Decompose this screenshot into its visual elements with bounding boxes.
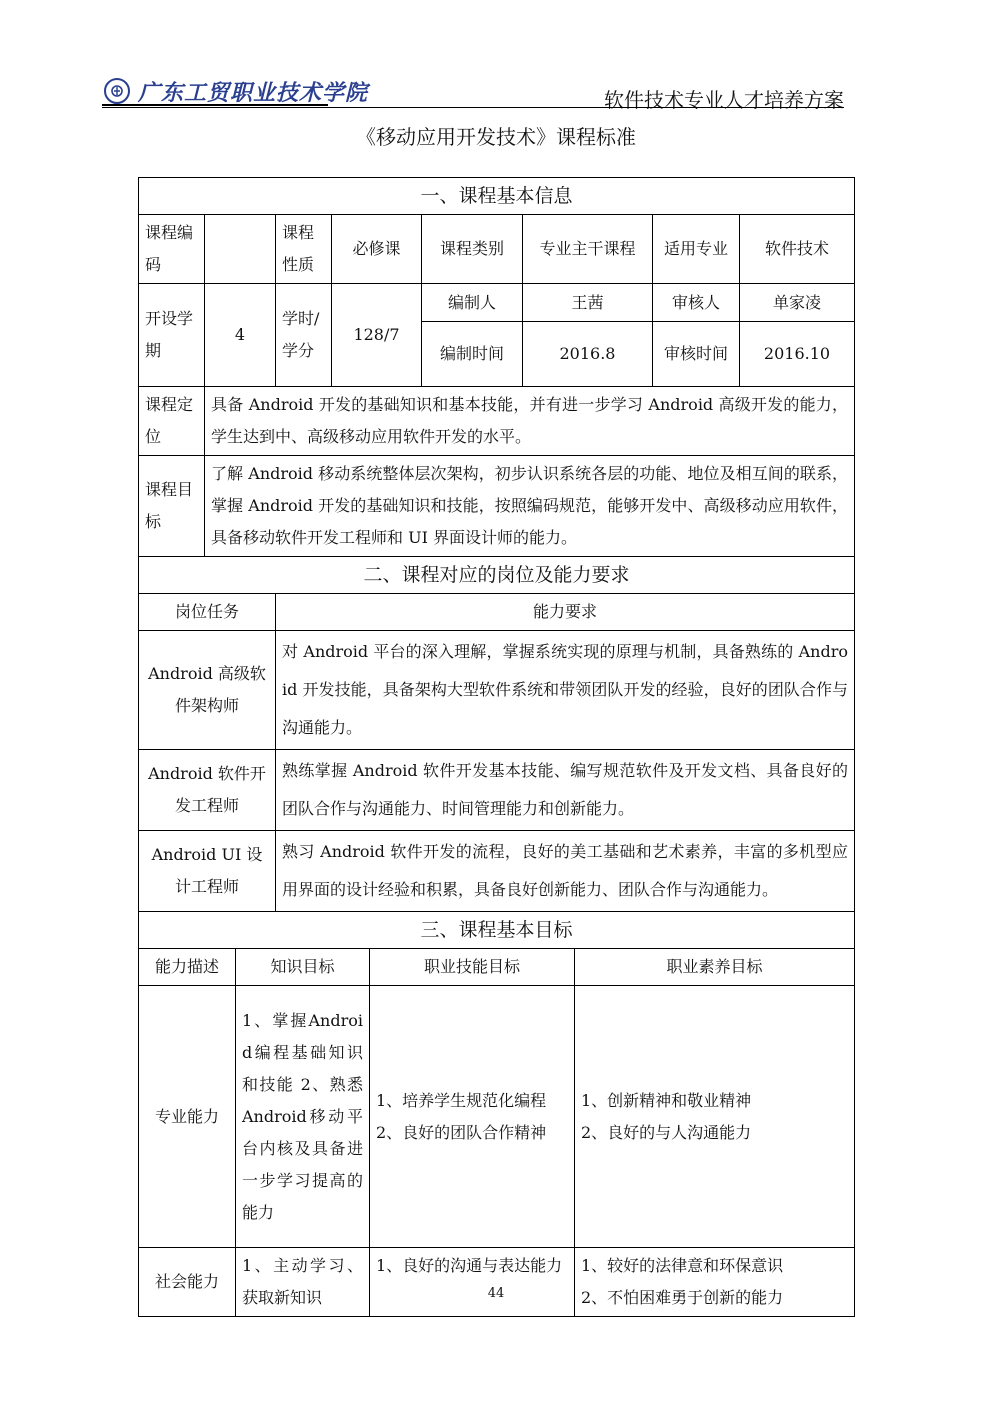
task-column-header: 岗位任务	[139, 594, 276, 631]
quality-goal	[575, 1248, 855, 1317]
quality-goal-item: 1、创新精神和敬业精神	[581, 1090, 752, 1110]
job-task: Android 软件开发工程师	[139, 750, 276, 831]
code-label: 课程编码	[139, 215, 205, 284]
nature-value: 必修课	[332, 215, 422, 284]
school-logo	[104, 74, 368, 108]
goal-row	[139, 456, 855, 557]
quality-column-header: 职业素养目标	[575, 949, 855, 986]
review-date-value: 2016.10	[740, 322, 855, 387]
requirement-column-header: 能力要求	[276, 594, 855, 631]
code-value	[205, 215, 276, 284]
skill-column-header: 职业技能目标	[370, 949, 575, 986]
position-row	[139, 387, 855, 456]
knowledge-column-header: 知识目标	[236, 949, 370, 986]
section2-column-header-row	[139, 594, 855, 631]
quality-goal-item: 1、较好的法律意和环保意识	[581, 1256, 784, 1275]
author-value: 王茜	[523, 284, 653, 322]
hours-value: 128/7	[332, 284, 422, 387]
term-value: 4	[205, 284, 276, 387]
table-row	[139, 1248, 855, 1317]
quality-goal-item: 2、不怕困难勇于创新的能力	[581, 1288, 784, 1307]
term-label: 开设学期	[139, 284, 205, 387]
date-label: 编制时间	[422, 322, 523, 387]
table-row	[139, 631, 855, 750]
skill-goal-item: 2、良好的团队合作精神	[376, 1122, 547, 1142]
table-row	[139, 831, 855, 912]
quality-goal-item: 2、良好的与人沟通能力	[581, 1122, 752, 1142]
nature-label: 课程性质	[276, 215, 332, 284]
hours-label: 学时/学分	[276, 284, 332, 387]
job-requirement: 对 Android 平台的深入理解，掌握系统实现的原理与机制，具备熟练的 Android 开发技能，具备架构大型软件系统和带领团队开发的经验，良好的团队合作与沟通能力。	[276, 631, 855, 750]
section1-header-row	[139, 178, 855, 215]
reviewer-value: 单家凌	[740, 284, 855, 322]
section3-header-row	[139, 912, 855, 949]
position-label: 课程定位	[139, 387, 205, 456]
major-label: 适用专业	[653, 215, 740, 284]
section2-title: 二、课程对应的岗位及能力要求	[139, 557, 855, 594]
document-series-title: 软件技术专业人才培养方案	[604, 88, 844, 112]
info-row-2	[139, 284, 855, 322]
skill-goal-item: 1、良好的沟通与表达能力	[376, 1256, 563, 1275]
section3-title: 三、课程基本目标	[139, 912, 855, 949]
ability-column-header: 能力描述	[139, 949, 236, 986]
major-value: 软件技术	[740, 215, 855, 284]
header-divider	[102, 107, 844, 108]
skill-goal	[370, 986, 575, 1248]
job-requirement: 熟练掌握 Android 软件开发基本技能、编写规范软件及开发文档、具备良好的团队合作与沟通能力、时间管理能力和创新能力。	[276, 750, 855, 831]
document-title: 《移动应用开发技术》课程标准	[356, 125, 636, 149]
category-value: 专业主干课程	[523, 215, 653, 284]
header-divider-thick	[102, 104, 328, 106]
reviewer-label: 审核人	[653, 284, 740, 322]
goal-text: 了解 Android 移动系统整体层次架构，初步认识系统各层的功能、地位及相互间的联系，掌握 Android 开发的基础知识和技能，按照编码规范，能够开发中、高级移动应用软件，具备移动软件开发工程师和 UI 界面设计师的能力。	[205, 456, 855, 557]
table-row	[139, 986, 855, 1248]
goal-label: 课程目标	[139, 456, 205, 557]
school-name: 广东工贸职业技术学院	[138, 79, 369, 106]
review-date-label: 审核时间	[653, 322, 740, 387]
course-standard-table	[138, 177, 855, 1317]
job-requirement: 熟习 Android 软件开发的流程，良好的美工基础和艺术素养，丰富的多机型应用界面的设计经验和积累，具备良好创新能力、团队合作与沟通能力。	[276, 831, 855, 912]
knowledge-goal: 1、主动学习、获取新知识	[236, 1248, 370, 1317]
skill-goal-item: 1、培养学生规范化编程	[376, 1090, 547, 1110]
author-label: 编制人	[422, 284, 523, 322]
knowledge-goal: 1、掌握Android编程基础知识和技能 2、熟悉Android移动平台内核及具备进一步学习提高的能力	[236, 986, 370, 1248]
job-task: Android UI 设计工程师	[139, 831, 276, 912]
category-label: 课程类别	[422, 215, 523, 284]
page-number: 44	[487, 1286, 505, 1301]
info-row-1	[139, 215, 855, 284]
table-row	[139, 750, 855, 831]
date-value: 2016.8	[523, 322, 653, 387]
skill-goal	[370, 1248, 575, 1317]
ability-description: 专业能力	[139, 986, 236, 1248]
position-text: 具备 Android 开发的基础知识和基本技能，并有进一步学习 Android 高级开发的能力，学生达到中、高级移动应用软件开发的水平。	[205, 387, 855, 456]
ability-description: 社会能力	[139, 1248, 236, 1317]
section2-header-row	[139, 557, 855, 594]
school-emblem-icon	[104, 78, 130, 104]
job-task: Android 高级软件架构师	[139, 631, 276, 750]
quality-goal	[575, 986, 855, 1248]
section3-column-header-row	[139, 949, 855, 986]
section1-title: 一、课程基本信息	[139, 178, 855, 215]
